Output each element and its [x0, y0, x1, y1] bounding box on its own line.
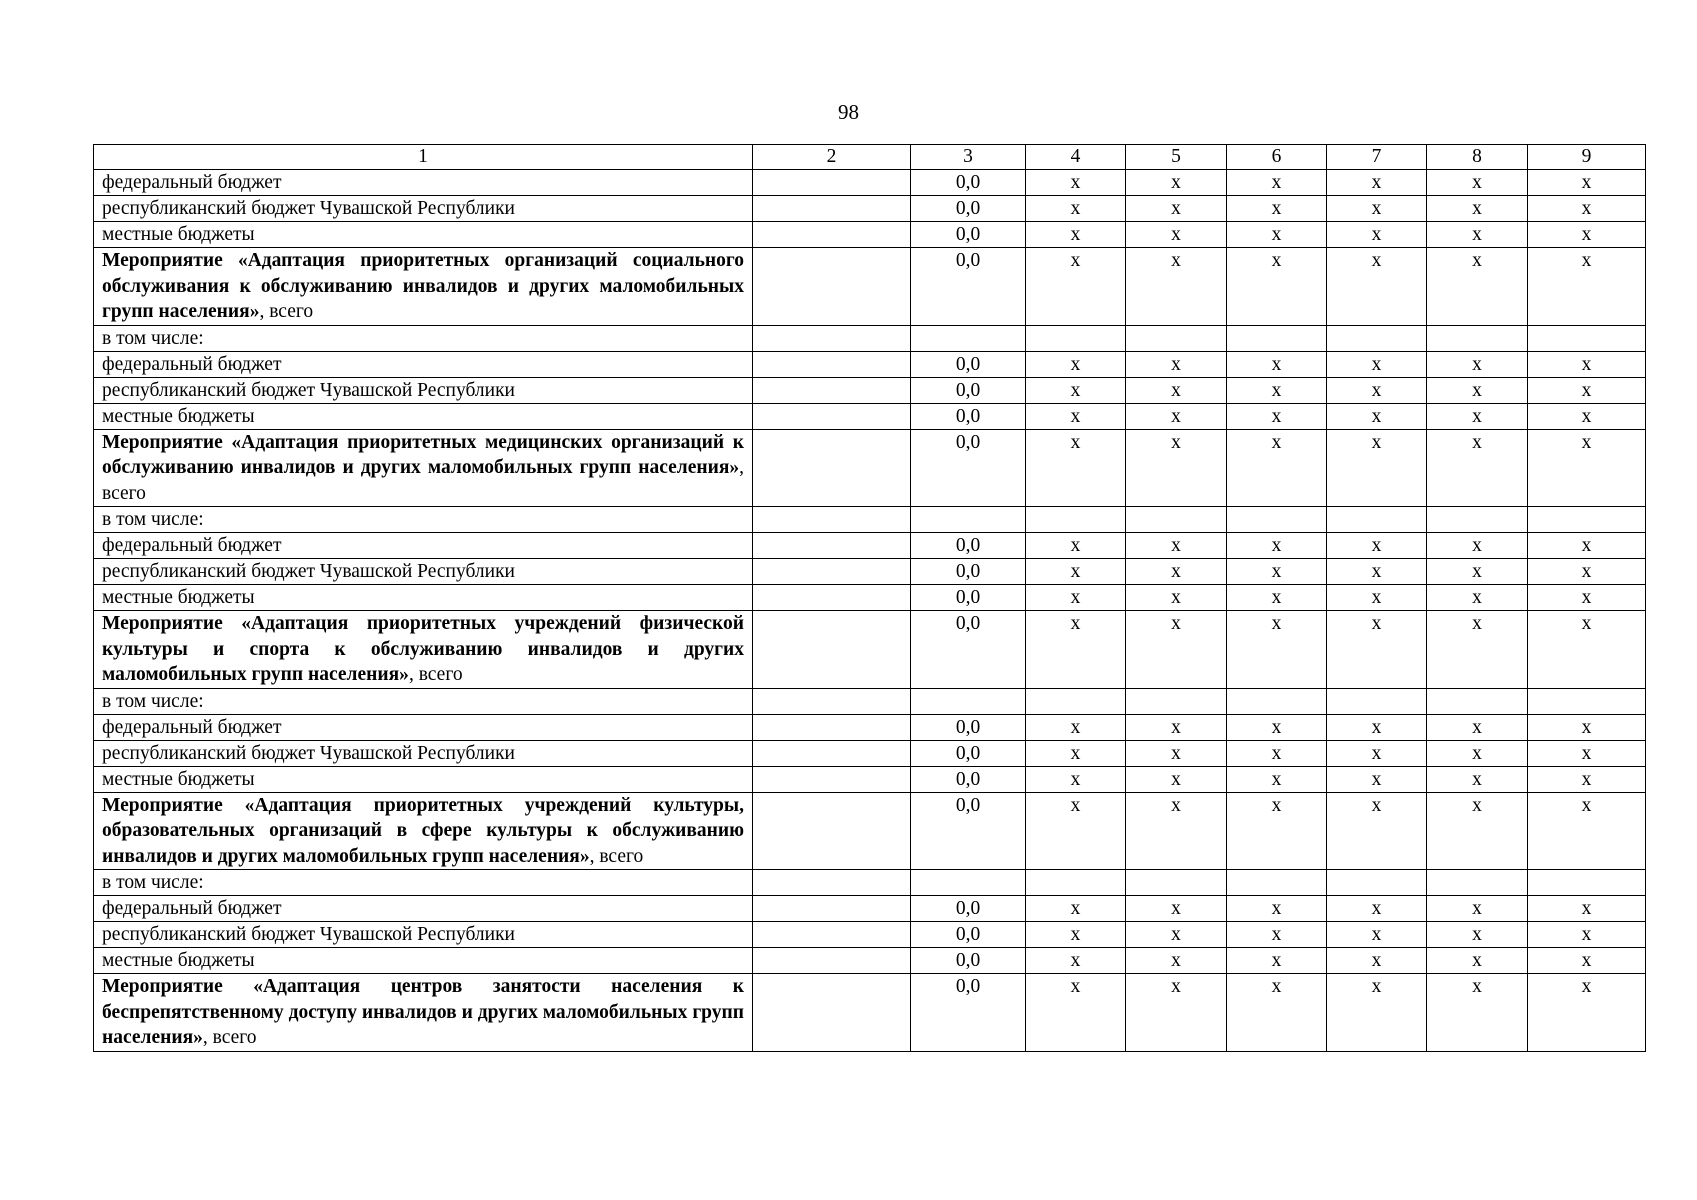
table-cell: х: [1327, 222, 1427, 248]
event-title: Мероприятие «Адаптация приоритетных учреждений физической культуры и спорта к обслуживанию инвалидов и других маломобильных групп населения»: [102, 613, 744, 685]
table-cell: [1227, 325, 1327, 351]
table-cell: [911, 688, 1026, 714]
row-label: федеральный бюджет: [94, 533, 753, 559]
table-cell: х: [1528, 792, 1646, 870]
page-number: 98: [838, 100, 859, 124]
table-cell: х: [1528, 740, 1646, 766]
table-cell: [753, 922, 911, 948]
row-label: в том числе:: [94, 325, 753, 351]
table-cell: х: [1528, 766, 1646, 792]
row-label: в том числе:: [94, 870, 753, 896]
table-cell: [753, 740, 911, 766]
table-cell: х: [1327, 974, 1427, 1052]
table-cell: [753, 559, 911, 585]
table-cell: х: [1227, 948, 1327, 974]
table-cell: [753, 377, 911, 403]
table-cell: х: [1227, 922, 1327, 948]
event-row: [94, 974, 1646, 1052]
table-cell: х: [1026, 351, 1126, 377]
table-cell: [753, 170, 911, 196]
table-cell: х: [1026, 792, 1126, 870]
column-number: 5: [1126, 145, 1227, 170]
row-label: федеральный бюджет: [94, 170, 753, 196]
table-cell: х: [1327, 792, 1427, 870]
row-label: местные бюджеты: [94, 222, 753, 248]
table-cell: х: [1126, 196, 1227, 222]
table-cell: х: [1126, 792, 1227, 870]
row-label: в том числе:: [94, 507, 753, 533]
table-row: [94, 351, 1646, 377]
table-cell: [1427, 870, 1528, 896]
table-row: [94, 740, 1646, 766]
event-label: [94, 429, 753, 507]
table-row: [94, 870, 1646, 896]
table-cell: [1026, 870, 1126, 896]
row-label: местные бюджеты: [94, 403, 753, 429]
row-label: местные бюджеты: [94, 585, 753, 611]
table-cell: х: [1126, 766, 1227, 792]
table-cell: [753, 714, 911, 740]
table-cell: [1427, 688, 1528, 714]
table-cell: х: [1427, 948, 1528, 974]
table-cell: х: [1528, 896, 1646, 922]
table-cell: х: [1327, 351, 1427, 377]
table-row: [94, 196, 1646, 222]
table-cell: [753, 688, 911, 714]
table-cell: [1528, 507, 1646, 533]
table-cell: х: [1026, 559, 1126, 585]
event-title: Мероприятие «Адаптация центров занятости населения к беспрепятственному доступу инвалидов и других маломобильных групп населения»: [102, 976, 744, 1048]
table-cell: [753, 403, 911, 429]
table-cell: [1126, 507, 1227, 533]
table-cell: х: [1227, 403, 1327, 429]
table-cell: х: [1327, 403, 1427, 429]
table-cell: х: [1026, 896, 1126, 922]
table-cell: х: [1427, 533, 1528, 559]
table-cell: х: [1427, 896, 1528, 922]
table-row: [94, 922, 1646, 948]
table-cell: х: [1126, 922, 1227, 948]
table-cell: х: [1528, 170, 1646, 196]
table-cell: х: [1126, 533, 1227, 559]
table-row: [94, 559, 1646, 585]
table-cell: [753, 429, 911, 507]
table-cell: х: [1427, 559, 1528, 585]
column-number: 4: [1026, 145, 1126, 170]
table-cell: х: [1026, 948, 1126, 974]
table-cell: х: [1227, 559, 1327, 585]
table-cell: [753, 611, 911, 689]
table-cell: 0,0: [911, 429, 1026, 507]
event-row: [94, 792, 1646, 870]
table-cell: х: [1427, 377, 1528, 403]
table-header-row: [94, 145, 1646, 170]
table-cell: х: [1327, 533, 1427, 559]
table-cell: 0,0: [911, 948, 1026, 974]
table-cell: [753, 325, 911, 351]
table-cell: х: [1427, 922, 1528, 948]
table-cell: х: [1026, 922, 1126, 948]
table-row: [94, 896, 1646, 922]
table-cell: [1126, 870, 1227, 896]
row-label: республиканский бюджет Чувашской Республики: [94, 559, 753, 585]
budget-table: [93, 144, 1646, 1052]
table-cell: х: [1528, 403, 1646, 429]
table-cell: х: [1227, 429, 1327, 507]
table-cell: х: [1026, 766, 1126, 792]
table-cell: х: [1327, 922, 1427, 948]
table-cell: х: [1227, 351, 1327, 377]
table-cell: х: [1427, 585, 1528, 611]
table-cell: х: [1528, 948, 1646, 974]
column-number: 2: [753, 145, 911, 170]
table-cell: х: [1026, 196, 1126, 222]
table-cell: х: [1227, 766, 1327, 792]
table-cell: х: [1427, 248, 1528, 326]
event-total-suffix: , всего: [408, 664, 463, 685]
table-cell: [753, 585, 911, 611]
table-cell: 0,0: [911, 377, 1026, 403]
table-cell: х: [1227, 222, 1327, 248]
table-cell: х: [1528, 533, 1646, 559]
table-cell: х: [1327, 766, 1427, 792]
table-cell: [1126, 688, 1227, 714]
event-total-suffix: , всего: [202, 1027, 257, 1048]
table-cell: х: [1026, 585, 1126, 611]
table-cell: [1427, 325, 1528, 351]
table-cell: 0,0: [911, 222, 1026, 248]
table-cell: х: [1528, 714, 1646, 740]
table-cell: 0,0: [911, 351, 1026, 377]
table-cell: [911, 325, 1026, 351]
table-row: [94, 403, 1646, 429]
table-cell: 0,0: [911, 559, 1026, 585]
table-row: [94, 507, 1646, 533]
table-cell: [753, 792, 911, 870]
table-row: [94, 585, 1646, 611]
table-cell: х: [1026, 714, 1126, 740]
table-cell: х: [1327, 170, 1427, 196]
table-cell: х: [1026, 403, 1126, 429]
table-cell: [753, 766, 911, 792]
table-cell: 0,0: [911, 896, 1026, 922]
table-cell: [753, 870, 911, 896]
table-cell: [1327, 325, 1427, 351]
table-cell: х: [1528, 922, 1646, 948]
table-cell: х: [1528, 585, 1646, 611]
table-cell: [753, 533, 911, 559]
event-row: [94, 248, 1646, 326]
table-cell: 0,0: [911, 533, 1026, 559]
table-cell: х: [1427, 740, 1528, 766]
table-cell: х: [1227, 377, 1327, 403]
table-cell: [753, 974, 911, 1052]
table-cell: х: [1026, 974, 1126, 1052]
table-cell: х: [1227, 533, 1327, 559]
event-total-suffix: , всего: [102, 457, 744, 504]
table-cell: х: [1427, 714, 1528, 740]
table-cell: [1026, 507, 1126, 533]
event-title: Мероприятие «Адаптация приоритетных учреждений культуры, образовательных организаций в сфере культуры к обслуживанию инвалидов и других маломобильных групп населения»: [102, 794, 744, 867]
table-row: [94, 325, 1646, 351]
event-row: [94, 611, 1646, 689]
table-cell: х: [1427, 792, 1528, 870]
table-cell: х: [1427, 974, 1528, 1052]
table-cell: 0,0: [911, 585, 1026, 611]
table-cell: х: [1026, 533, 1126, 559]
table-cell: х: [1126, 170, 1227, 196]
table-cell: х: [1528, 559, 1646, 585]
table-cell: х: [1327, 559, 1427, 585]
table-cell: [753, 507, 911, 533]
table-cell: х: [1227, 792, 1327, 870]
table-cell: х: [1427, 403, 1528, 429]
row-label: в том числе:: [94, 688, 753, 714]
table-cell: х: [1126, 611, 1227, 689]
table-cell: х: [1126, 403, 1227, 429]
table-cell: х: [1327, 248, 1427, 326]
event-label: [94, 792, 753, 870]
table-cell: [1327, 870, 1427, 896]
event-row: [94, 429, 1646, 507]
table-cell: [1427, 507, 1528, 533]
table-cell: х: [1126, 351, 1227, 377]
table-cell: х: [1327, 896, 1427, 922]
row-label: федеральный бюджет: [94, 351, 753, 377]
column-number: 9: [1528, 145, 1646, 170]
table-cell: 0,0: [911, 922, 1026, 948]
table-cell: 0,0: [911, 766, 1026, 792]
column-number: 3: [911, 145, 1026, 170]
table-cell: х: [1327, 611, 1427, 689]
table-cell: [753, 896, 911, 922]
event-total-suffix: , всего: [259, 301, 314, 322]
table-cell: 0,0: [911, 974, 1026, 1052]
table-cell: х: [1528, 222, 1646, 248]
table-row: [94, 222, 1646, 248]
table-cell: х: [1227, 896, 1327, 922]
table-cell: х: [1327, 196, 1427, 222]
table-cell: х: [1227, 740, 1327, 766]
table-cell: [1528, 870, 1646, 896]
table-cell: х: [1126, 714, 1227, 740]
table-cell: х: [1126, 559, 1227, 585]
table-cell: [1528, 688, 1646, 714]
table-row: [94, 170, 1646, 196]
table-row: [94, 533, 1646, 559]
event-label: [94, 248, 753, 326]
table-cell: х: [1528, 611, 1646, 689]
table-cell: х: [1427, 222, 1528, 248]
row-label: республиканский бюджет Чувашской Республики: [94, 377, 753, 403]
table-cell: х: [1126, 948, 1227, 974]
table-cell: х: [1528, 351, 1646, 377]
table-row: [94, 688, 1646, 714]
table-cell: х: [1427, 766, 1528, 792]
event-total-suffix: , всего: [589, 845, 644, 867]
event-title: Мероприятие «Адаптация приоритетных организаций социального обслуживания к обслуживанию инвалидов и других маломобильных групп населения»: [102, 250, 744, 322]
table-cell: х: [1227, 974, 1327, 1052]
table-cell: х: [1026, 170, 1126, 196]
table-cell: х: [1528, 377, 1646, 403]
column-number: 6: [1227, 145, 1327, 170]
table-cell: х: [1327, 377, 1427, 403]
table-cell: [1026, 688, 1126, 714]
table-cell: [911, 507, 1026, 533]
table-cell: 0,0: [911, 248, 1026, 326]
table-cell: 0,0: [911, 740, 1026, 766]
table-row: [94, 948, 1646, 974]
table-cell: 0,0: [911, 792, 1026, 870]
event-label: [94, 611, 753, 689]
table-cell: 0,0: [911, 611, 1026, 689]
row-label: республиканский бюджет Чувашской Республики: [94, 922, 753, 948]
table-cell: х: [1427, 170, 1528, 196]
table-cell: х: [1327, 740, 1427, 766]
table-cell: х: [1427, 196, 1528, 222]
table-cell: х: [1026, 429, 1126, 507]
table-cell: х: [1026, 740, 1126, 766]
table-cell: х: [1227, 611, 1327, 689]
table-cell: [753, 222, 911, 248]
event-label: [94, 974, 753, 1052]
table-cell: [911, 870, 1026, 896]
row-label: местные бюджеты: [94, 766, 753, 792]
table-cell: [753, 196, 911, 222]
table-cell: х: [1327, 714, 1427, 740]
table-cell: х: [1227, 196, 1327, 222]
table-cell: [753, 948, 911, 974]
table-cell: х: [1126, 222, 1227, 248]
table-cell: х: [1126, 429, 1227, 507]
row-label: федеральный бюджет: [94, 896, 753, 922]
table-cell: 0,0: [911, 170, 1026, 196]
table-cell: х: [1026, 377, 1126, 403]
table-cell: х: [1126, 974, 1227, 1052]
table-cell: [1126, 325, 1227, 351]
row-label: республиканский бюджет Чувашской Республики: [94, 196, 753, 222]
table-cell: [753, 248, 911, 326]
table-cell: х: [1528, 974, 1646, 1052]
table-cell: 0,0: [911, 714, 1026, 740]
table-cell: 0,0: [911, 196, 1026, 222]
table-cell: [1227, 688, 1327, 714]
table-cell: [1227, 870, 1327, 896]
table-cell: х: [1327, 948, 1427, 974]
table-cell: х: [1126, 377, 1227, 403]
table-cell: х: [1427, 429, 1528, 507]
table-cell: х: [1327, 585, 1427, 611]
table-cell: х: [1026, 222, 1126, 248]
table-cell: х: [1026, 248, 1126, 326]
table-row: [94, 377, 1646, 403]
table-cell: х: [1026, 611, 1126, 689]
table-cell: х: [1528, 196, 1646, 222]
column-number: 7: [1327, 145, 1427, 170]
table-cell: х: [1126, 740, 1227, 766]
table-cell: х: [1126, 585, 1227, 611]
column-number: 1: [94, 145, 753, 170]
table-cell: [1528, 325, 1646, 351]
row-label: федеральный бюджет: [94, 714, 753, 740]
table-cell: х: [1227, 714, 1327, 740]
row-label: республиканский бюджет Чувашской Республики: [94, 740, 753, 766]
table-cell: х: [1427, 351, 1528, 377]
table-cell: х: [1126, 896, 1227, 922]
table-cell: х: [1528, 248, 1646, 326]
table-cell: х: [1227, 248, 1327, 326]
event-title: Мероприятие «Адаптация приоритетных медицинских организаций к обслуживанию инвалидов и других маломобильных групп населения»: [102, 431, 744, 478]
column-number: 8: [1427, 145, 1528, 170]
table-cell: х: [1427, 611, 1528, 689]
table-cell: х: [1528, 429, 1646, 507]
table-cell: [1327, 507, 1427, 533]
table-cell: [1026, 325, 1126, 351]
table-cell: 0,0: [911, 403, 1026, 429]
table-cell: х: [1126, 248, 1227, 326]
table-cell: х: [1327, 429, 1427, 507]
table-row: [94, 714, 1646, 740]
table-cell: х: [1227, 170, 1327, 196]
row-label: местные бюджеты: [94, 948, 753, 974]
table-cell: [1227, 507, 1327, 533]
table-cell: х: [1227, 585, 1327, 611]
table-cell: [753, 351, 911, 377]
table-row: [94, 766, 1646, 792]
table-cell: [1327, 688, 1427, 714]
